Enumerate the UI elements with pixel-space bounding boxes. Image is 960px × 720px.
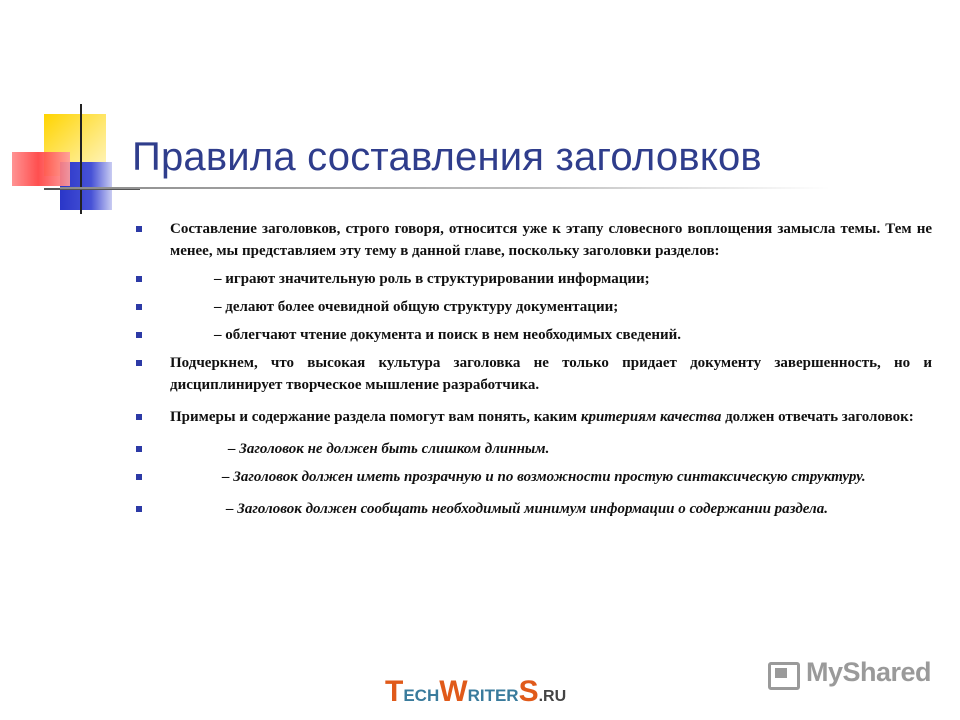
list-item-text: – делают более очевидной общую структуру документации; xyxy=(214,299,619,315)
bullet-icon xyxy=(136,506,142,512)
bullet-icon xyxy=(136,446,142,452)
bullet-icon xyxy=(136,360,142,366)
list-item-text: должен отвечать заголовок: xyxy=(721,409,914,425)
decor-vertical-line xyxy=(80,104,82,214)
decor-red-square xyxy=(12,152,70,186)
list-item xyxy=(136,296,932,318)
list-item-text: – Заголовок должен иметь прозрачную и по возможности простую синтаксическую структуру. xyxy=(222,469,866,485)
watermark-text: MyShared xyxy=(806,657,932,687)
list-item-text: – Заголовок не должен быть слишком длинным. xyxy=(228,441,550,457)
list-item xyxy=(136,466,932,488)
bullet-icon xyxy=(136,226,142,232)
bullet-icon xyxy=(136,332,142,338)
myshared-watermark xyxy=(768,657,931,688)
slide-title: Правила составления заголовков xyxy=(132,135,762,179)
list-item-emphasis: критериям качества xyxy=(580,409,722,425)
myshared-icon xyxy=(768,658,800,688)
bullet-icon xyxy=(136,414,142,420)
list-item xyxy=(136,352,932,396)
bullet-icon xyxy=(136,276,142,282)
list-item-text: – Заголовок должен сообщать необходимый минимум информации о содержании раздела. xyxy=(226,501,829,517)
techwriters-logo: TECHWRITERS.RU xyxy=(385,675,567,708)
list-item xyxy=(136,324,932,346)
list-item xyxy=(136,268,932,290)
title-underline xyxy=(60,187,830,189)
list-item-text: Составление заголовков, строго говоря, относится уже к этапу словесного воплощения замысла темы. Тем не менее, мы представляем эту тему в данной главе, поскольку заголовки разделов: xyxy=(170,221,932,259)
list-item-text: – играют значительную роль в структурировании информации; xyxy=(214,271,650,287)
list-item-text: Примеры и содержание раздела помогут вам понять, каким xyxy=(170,409,581,425)
list-item xyxy=(136,218,932,262)
list-item-text: – облегчают чтение документа и поиск в нем необходимых сведений. xyxy=(214,327,682,343)
list-item xyxy=(136,438,932,460)
bullet-icon xyxy=(136,474,142,480)
list-item xyxy=(136,406,932,428)
list-item-text: Подчеркнем, что высокая культура заголовка не только придает документу завершенность, но и дисциплинирует творческое мышление разработчика. xyxy=(170,355,932,393)
slide-body xyxy=(136,218,932,526)
list-item xyxy=(136,498,932,520)
title-decoration xyxy=(0,100,140,220)
bullet-icon xyxy=(136,304,142,310)
